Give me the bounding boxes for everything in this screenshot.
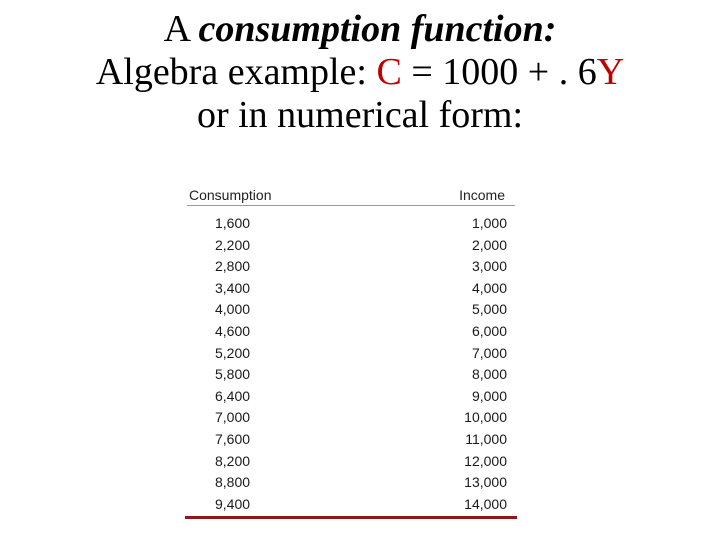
cell-consumption: 6,400 bbox=[215, 387, 251, 404]
equation-body: = 1000 + . 6 bbox=[401, 51, 597, 93]
cell-consumption: 5,200 bbox=[215, 344, 251, 361]
table-header bbox=[183, 183, 519, 205]
cell-consumption: 1,600 bbox=[215, 215, 251, 231]
table-row bbox=[183, 321, 519, 343]
table-row bbox=[183, 494, 519, 516]
header-consumption: Consumption bbox=[189, 187, 272, 203]
table-body bbox=[183, 213, 519, 515]
cell-income: 4,000 bbox=[471, 279, 507, 296]
cell-income: 11,000 bbox=[465, 430, 507, 447]
cell-consumption: 4,600 bbox=[215, 322, 251, 339]
table-row bbox=[183, 256, 519, 278]
table-row bbox=[183, 472, 519, 494]
cell-income: 3,000 bbox=[471, 258, 507, 275]
title-line-3: or in numerical form: bbox=[196, 94, 524, 136]
title-line-1-plain: A bbox=[163, 8, 199, 50]
header-income: Income bbox=[459, 187, 505, 203]
table-bottom-rule bbox=[185, 516, 517, 519]
table-row bbox=[183, 429, 519, 451]
table-row bbox=[183, 407, 519, 429]
cell-income: 13,000 bbox=[464, 474, 507, 491]
cell-income: 10,000 bbox=[464, 409, 507, 426]
cell-consumption: 5,800 bbox=[215, 366, 251, 383]
cell-consumption: 8,800 bbox=[215, 474, 251, 491]
cell-consumption: 8,200 bbox=[215, 452, 251, 469]
cell-income: 7,000 bbox=[471, 344, 507, 361]
cell-income: 5,000 bbox=[471, 301, 507, 318]
cell-consumption: 7,000 bbox=[215, 409, 251, 426]
cell-income: 6,000 bbox=[471, 322, 507, 339]
cell-consumption: 4,000 bbox=[215, 301, 251, 318]
title-line-1-emphasis: consumption function: bbox=[198, 8, 557, 50]
cell-income: 12,000 bbox=[464, 452, 507, 469]
cell-income: 8,000 bbox=[471, 366, 507, 383]
table-row bbox=[183, 451, 519, 473]
title-line-2 bbox=[0, 51, 720, 94]
cell-consumption: 2,800 bbox=[215, 258, 251, 275]
variable-c: C bbox=[376, 51, 402, 93]
consumption-income-table bbox=[183, 183, 519, 521]
table-row bbox=[183, 299, 519, 321]
title-line-1 bbox=[0, 8, 720, 51]
variable-y: Y bbox=[596, 51, 625, 93]
cell-consumption: 7,600 bbox=[215, 430, 251, 447]
cell-income: 2,000 bbox=[471, 236, 507, 253]
table-row bbox=[183, 386, 519, 408]
title-line-2-prefix: Algebra example: bbox=[95, 51, 377, 93]
cell-consumption: 9,400 bbox=[215, 495, 251, 512]
table-row bbox=[183, 343, 519, 365]
header-divider bbox=[187, 205, 515, 206]
cell-consumption: 2,200 bbox=[215, 236, 251, 253]
table-row bbox=[183, 213, 519, 235]
table-row bbox=[183, 278, 519, 300]
slide-title bbox=[0, 8, 720, 137]
cell-income: 14,000 bbox=[464, 495, 507, 512]
table-row bbox=[183, 235, 519, 257]
cell-consumption: 3,400 bbox=[215, 279, 251, 296]
table-row bbox=[183, 364, 519, 386]
cell-income: 1,000 bbox=[471, 215, 507, 231]
cell-income: 9,000 bbox=[471, 387, 507, 404]
